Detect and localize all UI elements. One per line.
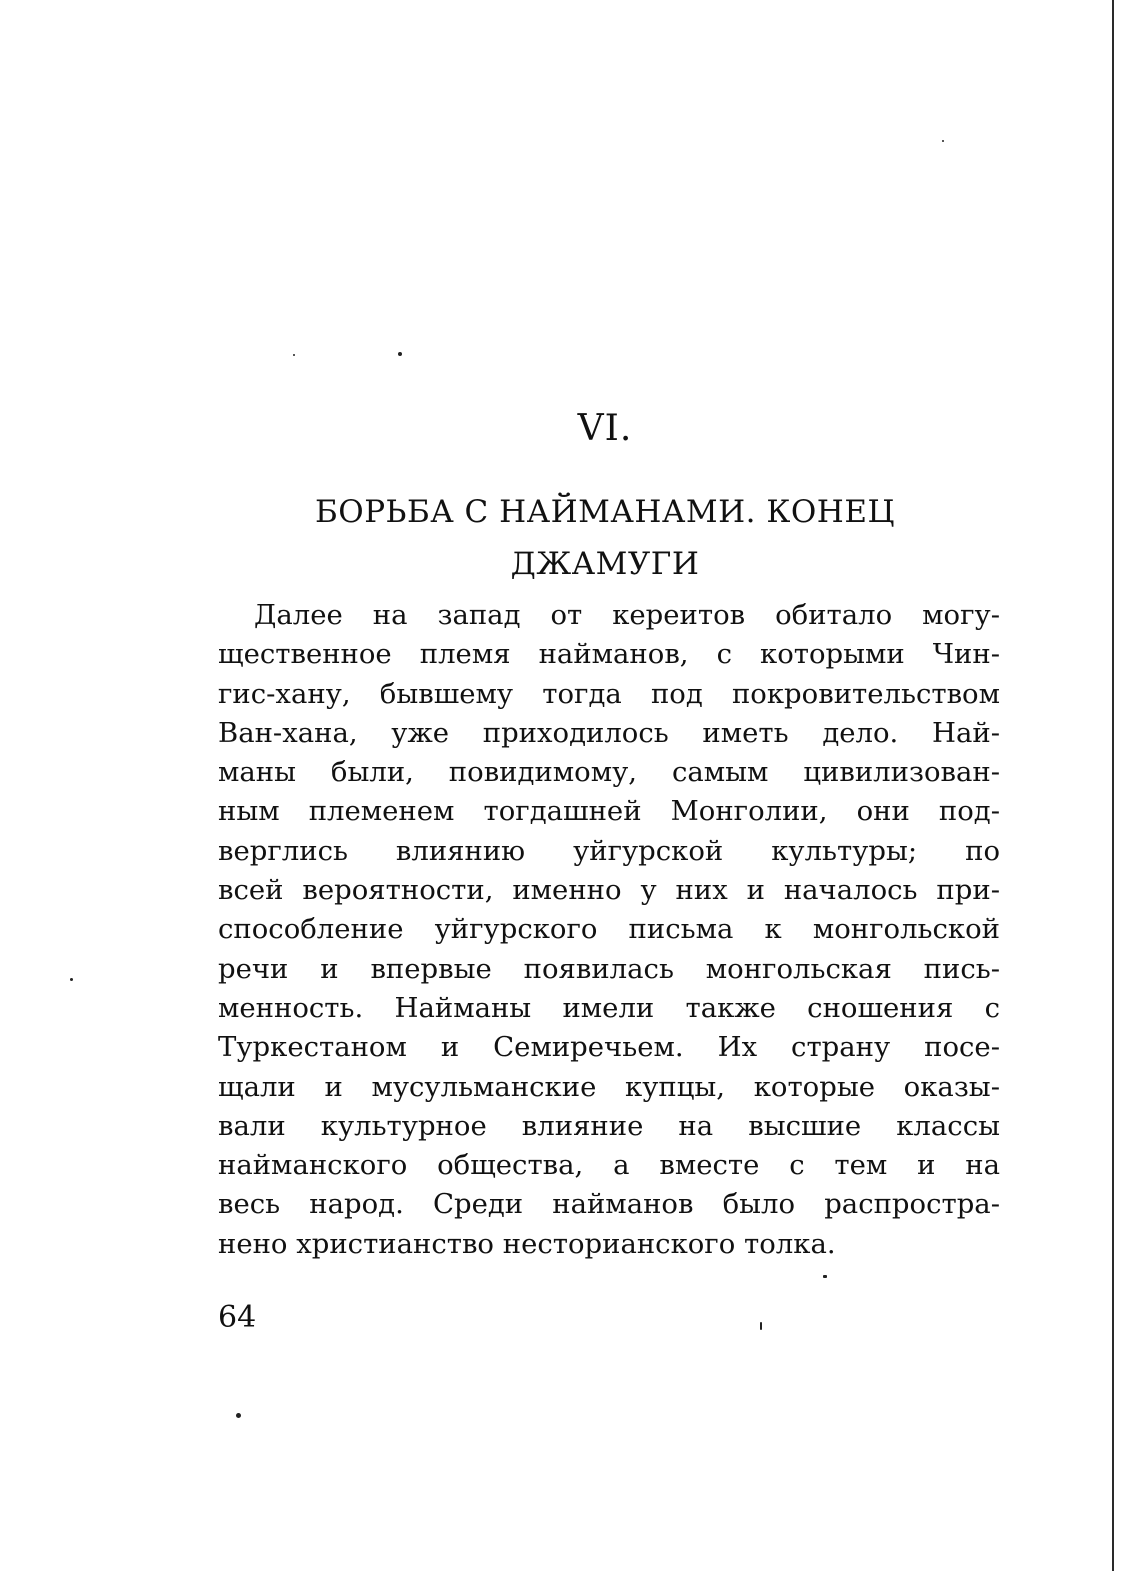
scan-speck [760, 1322, 762, 1330]
scan-speck [823, 1275, 827, 1278]
body-paragraph [218, 596, 1000, 1264]
text-line: речи и впервые появилась монгольская пись- [218, 952, 1000, 985]
chapter-title-line: БОРЬБА С НАЙМАНАМИ. КОНЕЦ [315, 494, 895, 530]
text-line: менность. Найманы имели также сношения с [218, 991, 1000, 1024]
chapter-title [0, 486, 1140, 590]
chapter-title-line: ДЖАМУГИ [510, 546, 700, 582]
text-line: гис-хану, бывшему тогда под покровительством [218, 677, 1000, 710]
text-line: щали и мусульманские купцы, которые оказы- [218, 1070, 1000, 1103]
text-line: маны были, повидимому, самым цивилизован- [218, 756, 1000, 789]
text-line: верглись влиянию уйгурской культуры; по [218, 834, 1000, 867]
page-number: 64 [218, 1300, 257, 1335]
text-line: ным племенем тогдашней Монголии, они под- [218, 795, 1000, 828]
text-line: Туркестаном и Семиречьем. Их страну посе- [218, 1031, 1000, 1064]
text-line: всей вероятности, именно у них и началось при- [218, 874, 1000, 907]
text-line: вали культурное влияние на высшие классы [218, 1109, 1000, 1142]
text-line: Далее на запад от кереитов обитало могу- [254, 599, 1000, 631]
text-line: нено христианство несторианского толка. [218, 1227, 836, 1260]
text-line: щественное племя найманов, с которыми Чин- [218, 638, 1000, 671]
text-line: весь народ. Среди найманов было распростра- [218, 1188, 1000, 1221]
chapter-number: VI. [577, 408, 633, 449]
text-line: найманского общества, а вместе с тем и на [218, 1149, 1000, 1182]
scan-speck [70, 978, 73, 981]
text-line: Ван-хана, уже приходилось иметь дело. Най- [218, 716, 1000, 749]
scan-speck [398, 352, 402, 356]
scan-speck [293, 354, 295, 356]
text-line: способление уйгурского письма к монгольской [218, 913, 1000, 946]
scan-speck [942, 140, 944, 142]
page-edge [1112, 0, 1114, 1571]
scan-speck [236, 1413, 241, 1418]
